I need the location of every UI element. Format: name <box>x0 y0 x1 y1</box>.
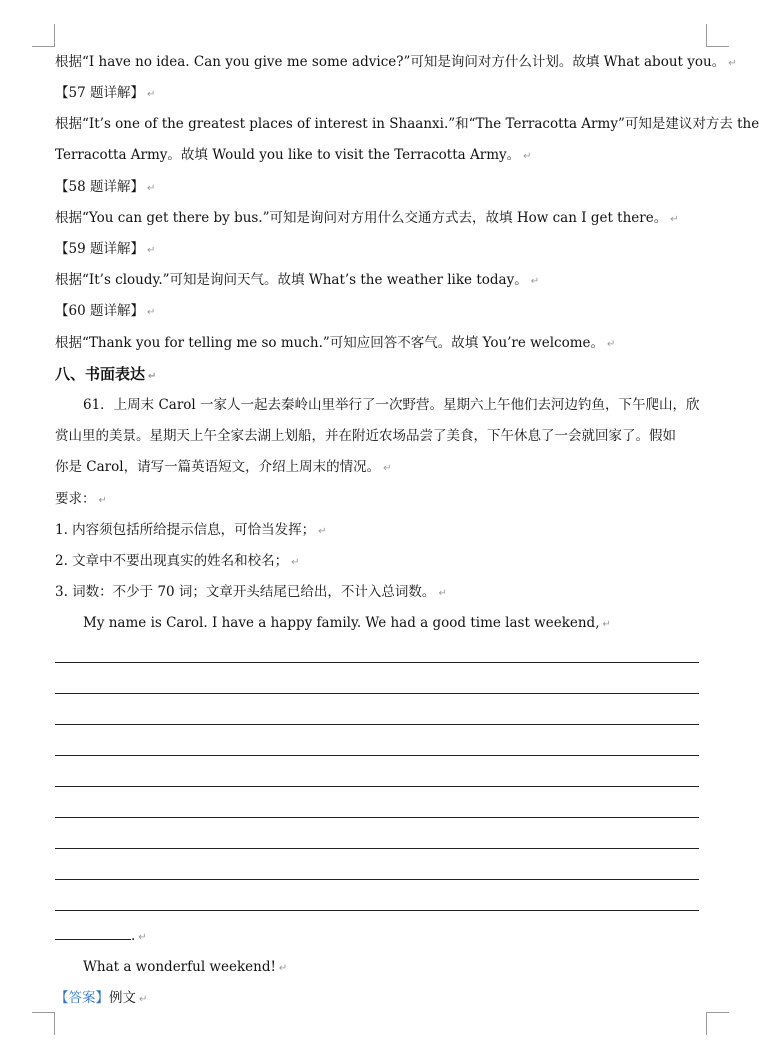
paragraph-mark-icon: ↵ <box>139 994 148 1005</box>
writing-blank-line <box>55 755 699 756</box>
requirement-item: 1. 内容须包括所给提示信息，可恰当发挥； ↵ <box>55 522 327 538</box>
writing-prompt-line: 赏山里的美景。星期天上午全家去湖上划船，并在附近农场品尝了美食，下午休息了一会就回家了。假如 <box>55 428 676 444</box>
paragraph-mark-icon: ↵ <box>291 557 300 568</box>
paragraph-mark-icon: ↵ <box>602 619 611 630</box>
answer-line <box>55 989 147 1009</box>
page-corner-top-right <box>706 24 729 47</box>
essay-opening: My name is Carol. I have a happy family. We had a good time last weekend, ↵ <box>83 615 611 631</box>
paragraph-mark-icon: ↵ <box>146 245 156 256</box>
writing-prompt-line: 你是 Carol，请写一篇英语短文，介绍上周末的情况。 ↵ <box>55 459 392 475</box>
writing-blank-line <box>55 879 699 880</box>
paragraph-mark-icon: ↵ <box>146 183 156 194</box>
paragraph-mark-icon: ↵ <box>146 89 156 100</box>
explanation-line: Terracotta Army。故填 Would you like to visit the Terracotta Army。 ↵ <box>55 147 532 163</box>
paragraph-mark-icon: ↵ <box>670 214 679 225</box>
requirements-label: 要求： ↵ <box>55 491 107 507</box>
explanation-line: 根据“Thank you for telling me so much.”可知应回答不客气。故填 You’re welcome。 ↵ <box>55 335 616 351</box>
writing-blank-line <box>55 662 699 663</box>
writing-blank-line <box>55 724 699 725</box>
requirement-item: 3. 词数：不少于 70 词；文章开头结尾已给出，不计入总词数。 ↵ <box>55 584 447 600</box>
explanation-line: 根据“It’s cloudy.”可知是询问天气。故填 What’s the weather like today。 ↵ <box>55 272 540 288</box>
writing-blank-line <box>55 693 699 694</box>
question-heading-60: 【60 题详解】 ↵ <box>55 303 156 319</box>
explanation-line: 根据“I have no idea. Can you give me some advice?”可知是询问对方什么计划。故填 What about you。 ↵ <box>55 54 737 70</box>
writing-blank-line <box>55 848 699 849</box>
question-heading-59: 【59 题详解】 ↵ <box>55 241 156 257</box>
writing-blank-line <box>55 817 699 818</box>
requirement-item: 2. 文章中不要出现真实的姓名和校名； ↵ <box>55 553 300 569</box>
question-heading-58: 【58 题详解】 ↵ <box>55 179 156 195</box>
paragraph-mark-icon: ↵ <box>138 932 147 943</box>
section-title: 八、书面表达 ↵ <box>55 365 157 383</box>
paragraph-mark-icon: ↵ <box>438 588 447 599</box>
paragraph-mark-icon: ↵ <box>278 963 288 974</box>
paragraph-mark-icon: ↵ <box>98 495 107 506</box>
answer-text: 例文 <box>109 990 136 1006</box>
question-heading-57: 【57 题详解】 ↵ <box>55 85 156 101</box>
paragraph-mark-icon: ↵ <box>530 276 540 287</box>
page-corner-bottom-left <box>32 1012 55 1035</box>
answer-tag: 【答案】 <box>55 990 109 1006</box>
paragraph-mark-icon: ↵ <box>523 151 532 162</box>
paragraph-mark-icon: ↵ <box>728 58 737 69</box>
explanation-line: 根据“It’s one of the greatest places of interest in Shaanxi.”和“The Terracotta Army”可知是建议对方去 the <box>55 116 759 132</box>
page-corner-bottom-right <box>706 1012 729 1035</box>
page-corner-top-left <box>32 24 55 47</box>
writing-short-blank: . ↵ <box>55 927 147 947</box>
paragraph-mark-icon: ↵ <box>607 339 616 350</box>
explanation-line: 根据“You can get there by bus.”可知是询问对方用什么交通方式去，故填 How can I get there。 ↵ <box>55 210 679 226</box>
writing-blank-line <box>55 786 699 787</box>
writing-prompt-line: 61．上周末 Carol 一家人一起去秦岭山里举行了一次野营。星期六上午他们去河边钓鱼，下午爬山，欣 <box>83 397 700 413</box>
paragraph-mark-icon: ↵ <box>146 307 156 318</box>
short-blank-line <box>55 927 131 940</box>
writing-blank-line <box>55 910 699 911</box>
essay-ending: What a wonderful weekend! ↵ <box>83 959 288 975</box>
paragraph-mark-icon: ↵ <box>383 463 392 474</box>
paragraph-mark-icon: ↵ <box>318 526 327 537</box>
paragraph-mark-icon: ↵ <box>148 371 157 382</box>
